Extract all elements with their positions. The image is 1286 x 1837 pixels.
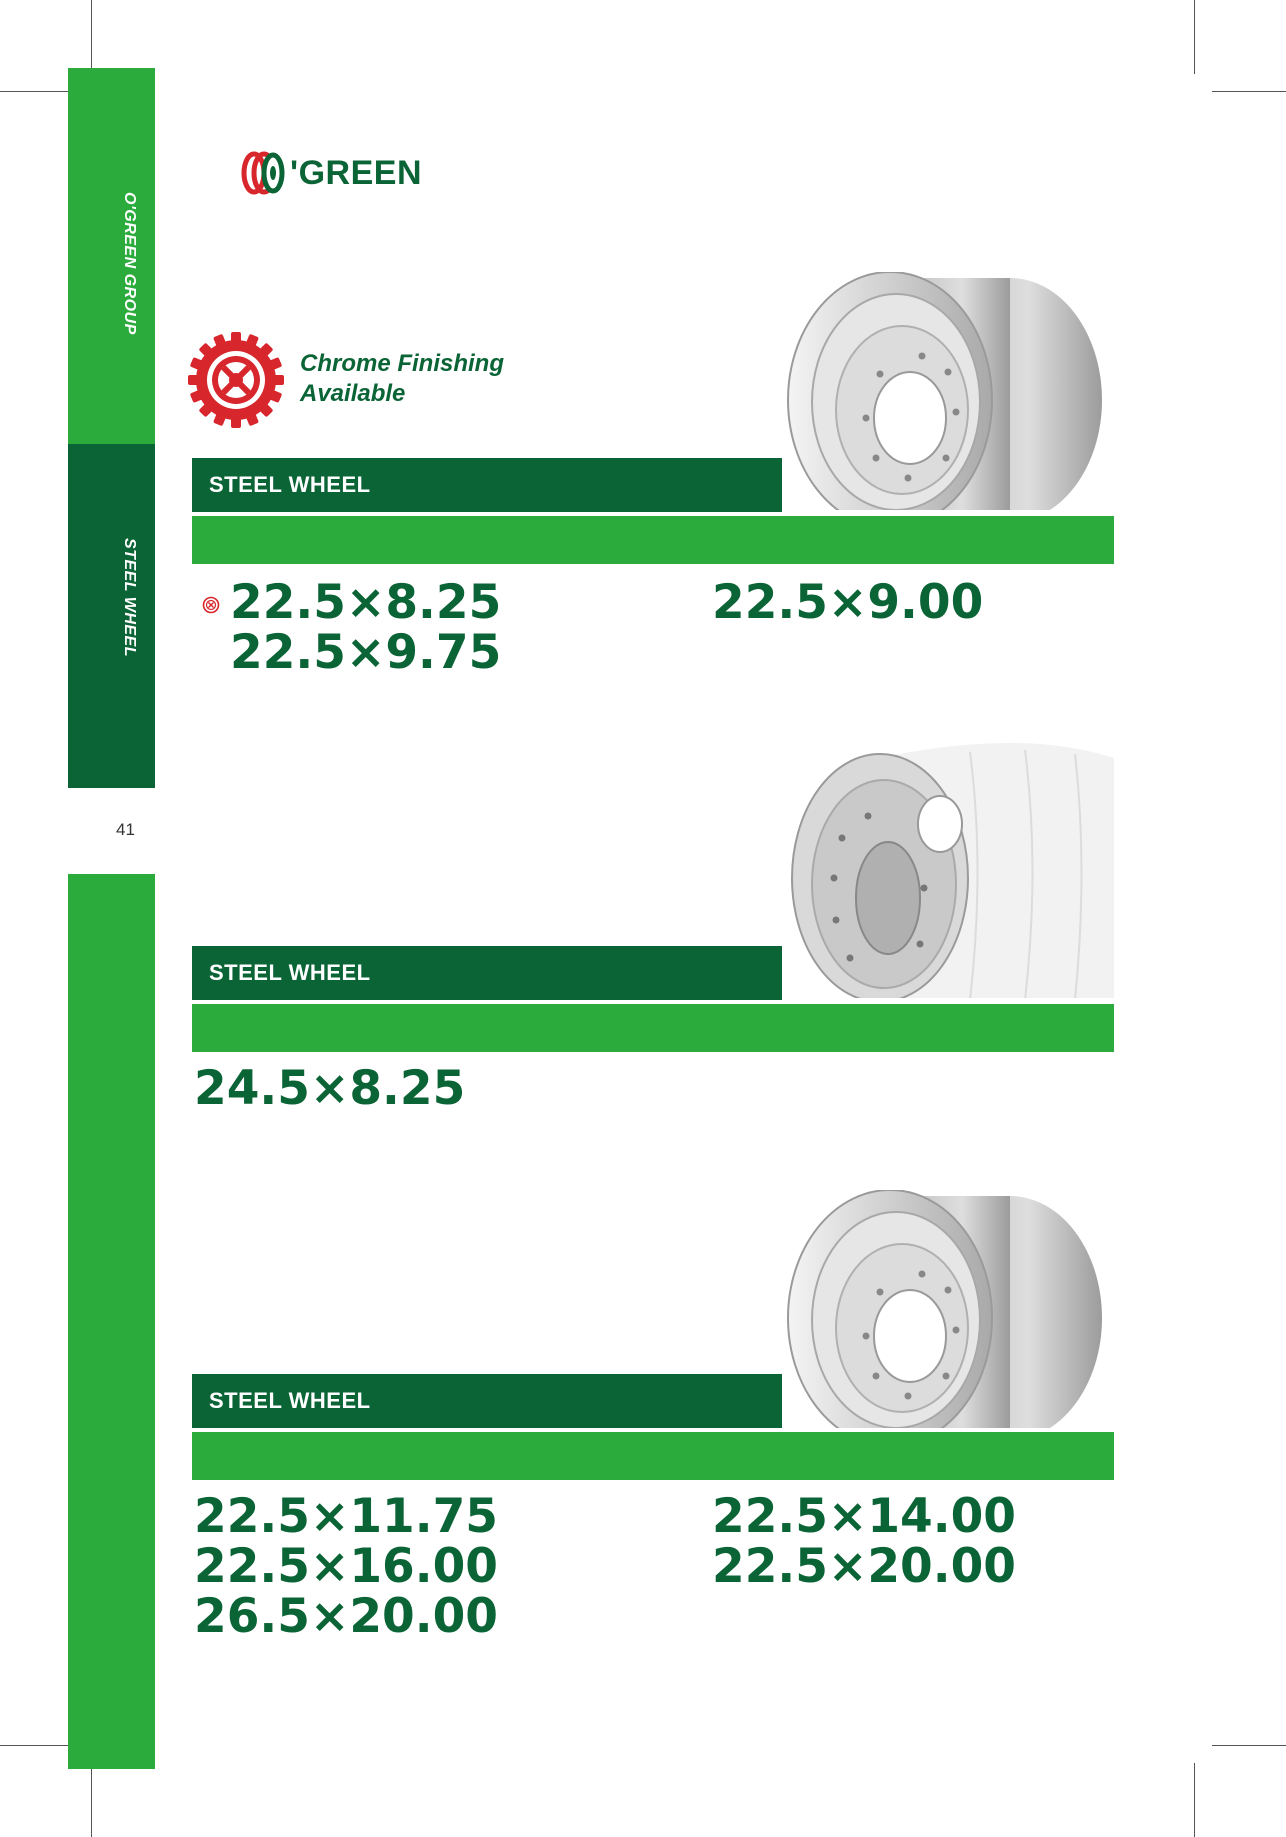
steel-wheel-image <box>750 272 1120 512</box>
crop-mark <box>91 1763 92 1837</box>
sidebar-top-block <box>68 68 155 444</box>
chrome-available-mark-icon <box>202 596 220 614</box>
steel-wheel-image <box>770 738 1120 1000</box>
section-header-band <box>192 946 782 1000</box>
tire-logo-icon <box>240 150 288 196</box>
size-item: 22.5×9.75 <box>230 625 502 680</box>
page-number: 41 <box>116 820 135 839</box>
size-list-left <box>230 575 502 680</box>
size-list-left <box>194 1489 499 1644</box>
crop-mark <box>0 1745 74 1746</box>
crop-mark <box>1194 0 1195 74</box>
size-item: 22.5×8.25 <box>230 575 502 630</box>
size-item: 26.5×20.00 <box>194 1589 499 1644</box>
steel-wheel-image <box>750 1190 1120 1430</box>
section-header-band <box>192 458 782 512</box>
size-list-right <box>712 1489 1017 1594</box>
crop-mark <box>1212 1745 1286 1746</box>
size-list-right <box>712 575 984 630</box>
sidebar-bottom-block <box>68 874 155 1769</box>
sidebar-section-block <box>68 444 155 788</box>
size-item: 22.5×16.00 <box>194 1539 499 1594</box>
section-header-label: STEEL WHEEL <box>209 472 371 497</box>
chrome-note-line1: Chrome Finishing <box>300 350 504 377</box>
size-item: 24.5×8.25 <box>194 1061 466 1116</box>
crop-mark <box>0 91 74 92</box>
section-header-band <box>192 1374 782 1428</box>
section-accent-band <box>192 1432 1114 1480</box>
section-accent-band <box>192 516 1114 564</box>
chrome-note-line2: Available <box>300 380 406 407</box>
crop-mark <box>91 0 92 74</box>
section-accent-band <box>192 1004 1114 1052</box>
section-header-label: STEEL WHEEL <box>209 1388 371 1413</box>
sidebar-section-label: STEEL WHEEL <box>121 538 138 657</box>
sidebar-group-label: O'GREEN GROUP <box>121 192 138 335</box>
size-item: 22.5×14.00 <box>712 1489 1017 1544</box>
chrome-finishing-note <box>300 349 504 409</box>
brand-logo <box>240 148 422 198</box>
size-item: 22.5×11.75 <box>194 1489 499 1544</box>
size-list-left <box>194 1061 466 1116</box>
crop-mark <box>1194 1763 1195 1837</box>
size-item: 22.5×20.00 <box>712 1539 1017 1594</box>
size-item: 22.5×9.00 <box>712 575 984 630</box>
chrome-gear-badge-icon <box>188 332 284 428</box>
crop-mark <box>1212 91 1286 92</box>
section-header-label: STEEL WHEEL <box>209 960 371 985</box>
brand-logo-text: 'GREEN <box>290 153 422 192</box>
